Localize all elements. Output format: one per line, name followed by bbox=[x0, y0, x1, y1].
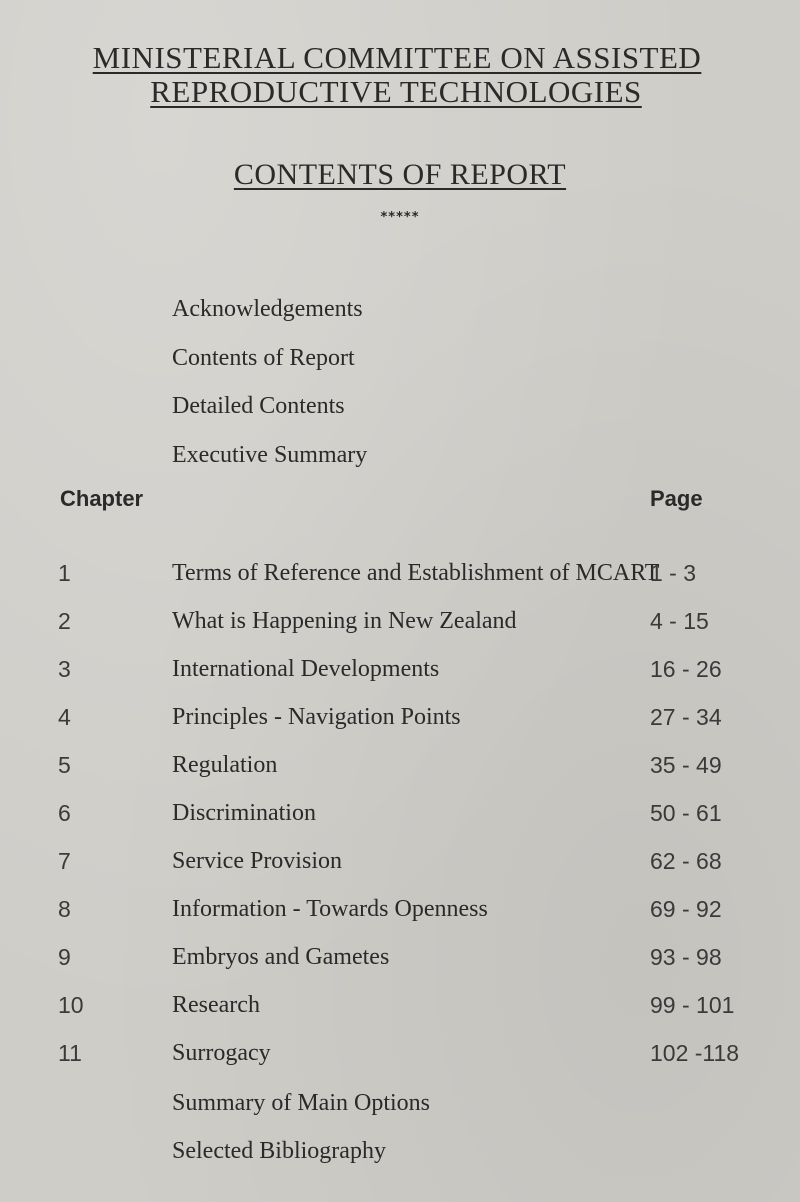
chapter-column-heading: Chapter bbox=[60, 486, 144, 511]
chapter-number: 6 bbox=[58, 800, 71, 826]
chapter-row bbox=[0, 992, 800, 1026]
chapter-number: 7 bbox=[58, 848, 71, 874]
chapter-number: 3 bbox=[58, 656, 71, 682]
chapter-number: 2 bbox=[58, 608, 71, 634]
chapter-title: Surrogacy bbox=[172, 1040, 271, 1066]
chapter-row bbox=[0, 704, 800, 738]
prelim-detailed-contents: Detailed Contents bbox=[172, 393, 345, 419]
chapter-pages: 69 - 92 bbox=[650, 896, 722, 922]
chapter-number: 5 bbox=[58, 752, 71, 778]
committee-title-line-1: MINISTERIAL COMMITTEE ON ASSISTED bbox=[92, 40, 702, 75]
chapter-title: Information - Towards Openness bbox=[172, 896, 488, 922]
committee-title-line-2: REPRODUCTIVE TECHNOLOGIES bbox=[150, 74, 642, 109]
prelim-executive-summary: Executive Summary bbox=[172, 442, 368, 468]
chapter-pages: 35 - 49 bbox=[650, 752, 722, 778]
chapter-row bbox=[0, 608, 800, 642]
chapter-title: Embryos and Gametes bbox=[172, 944, 390, 970]
chapter-row bbox=[0, 752, 800, 786]
chapter-row bbox=[0, 656, 800, 690]
chapter-number: 4 bbox=[58, 704, 71, 730]
chapter-pages: 27 - 34 bbox=[650, 704, 722, 730]
chapter-pages: 99 - 101 bbox=[650, 992, 735, 1018]
chapter-pages: 4 - 15 bbox=[650, 608, 709, 634]
chapter-pages: 93 - 98 bbox=[650, 944, 722, 970]
chapter-title: Service Provision bbox=[172, 848, 342, 874]
chapter-pages: 16 - 26 bbox=[650, 656, 722, 682]
summary-of-main-options: Summary of Main Options bbox=[172, 1090, 430, 1116]
prelim-acknowledgements: Acknowledgements bbox=[172, 296, 363, 322]
prelim-contents-of-report: Contents of Report bbox=[172, 345, 355, 371]
selected-bibliography: Selected Bibliography bbox=[172, 1138, 386, 1164]
chapter-number: 1 bbox=[58, 560, 71, 586]
chapter-title: Discrimination bbox=[172, 800, 316, 826]
chapter-row bbox=[0, 1040, 800, 1074]
chapter-row bbox=[0, 848, 800, 882]
chapter-row bbox=[0, 896, 800, 930]
chapter-title: Terms of Reference and Establishment of MCART bbox=[172, 560, 660, 586]
chapter-row bbox=[0, 560, 800, 594]
chapter-number: 8 bbox=[58, 896, 71, 922]
contents-title: CONTENTS OF REPORT bbox=[233, 158, 567, 191]
chapter-pages: 102 -118 bbox=[650, 1040, 740, 1066]
chapter-row bbox=[0, 800, 800, 834]
chapter-number: 10 bbox=[58, 992, 84, 1018]
chapter-number: 11 bbox=[58, 1040, 82, 1066]
chapter-pages: 62 - 68 bbox=[650, 848, 722, 874]
chapter-pages: 1 - 3 bbox=[650, 560, 697, 586]
chapter-title: Research bbox=[172, 992, 260, 1018]
chapter-title: International Developments bbox=[172, 656, 440, 682]
chapter-title: Principles - Navigation Points bbox=[172, 704, 461, 730]
chapter-title: Regulation bbox=[172, 752, 278, 778]
star-divider: ***** bbox=[380, 210, 420, 225]
chapter-number: 9 bbox=[58, 944, 71, 970]
page-column-heading: Page bbox=[650, 486, 703, 511]
chapter-title: What is Happening in New Zealand bbox=[172, 608, 517, 634]
chapter-pages: 50 - 61 bbox=[650, 800, 722, 826]
chapter-row bbox=[0, 944, 800, 978]
